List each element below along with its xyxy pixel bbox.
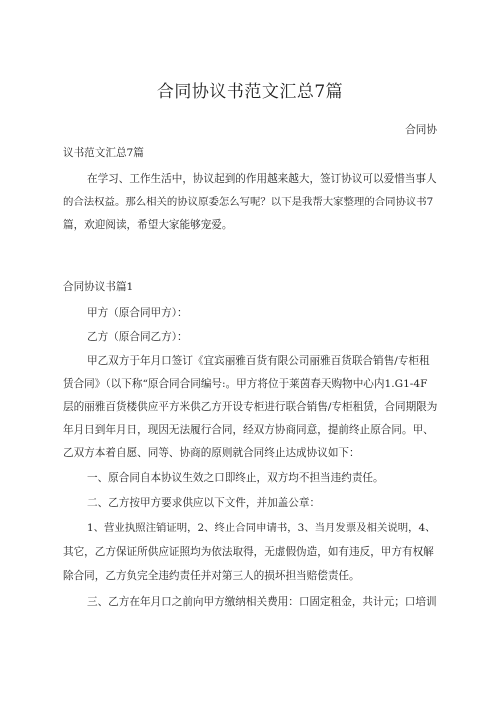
item-3-line: 三、乙方在年月口之前向甲方缴纳相关费用：口固定租金，共计元；口培训 <box>87 596 437 608</box>
body-line-2: 赁合同》（以下称“原合同合同编号:。甲方将位于莱茵春天购物中心内1.G1-4F <box>63 378 428 390</box>
body-line-3: 层的丽雅百货楼供应平方米供乙方开设专柜进行联合销售/专柜租赁，合同期限为 <box>63 401 438 413</box>
document-title: 合同协议书范文汇总7篇 <box>156 82 344 102</box>
intro-line-1: 在学习、工作生活中，协议起到的作用越来越大，签订协议可以爱惜当事人 <box>87 173 437 185</box>
intro-line-2: 的合法权益。那么相关的协议原委怎么写呢？以下是我帮大家整理的合同协议书7 <box>63 196 434 208</box>
item-2-line: 二、乙方按甲方要求供应以下文件，并加盖公章： <box>87 497 321 509</box>
item-2-detail-line-3: 除合同，乙方负完全违约责任并对第三人的损坏担当赔偿责任。 <box>63 570 360 582</box>
item-1-line: 一、原合同自本协议生效之口即终止，双方均不担当违约责任。 <box>87 472 384 484</box>
body-line-5: 乙双方本着自愿、同等、协商的原则就合同终止达成协议如下： <box>63 447 360 459</box>
item-2-detail-line-1: 1、营业执照注销证明，2、终止合同申请书，3、当月发票及相关说明，4、 <box>87 522 436 534</box>
item-2-detail-line-2: 其它，乙方保证所供应证照均为依法取得，无虚假伪造，如有违反，甲方有权解 <box>63 546 434 558</box>
body-line-1: 甲乙双方于年月口签订《宜宾丽雅百货有限公司丽雅百货联合销售/专柜租 <box>87 355 430 367</box>
section-title: 合同协议书篇1 <box>63 281 134 293</box>
header-fragment-right: 合同协 <box>405 124 437 136</box>
party-a-line: 甲方（原合同甲方）： <box>87 307 188 319</box>
party-b-line: 乙方（原合同乙方）： <box>87 331 188 343</box>
header-fragment-continued: 议书范文汇总7篇 <box>63 147 144 159</box>
intro-line-3: 篇，欢迎阅读，希望大家能够宠爱。 <box>63 219 233 231</box>
body-line-4: 年月日到年月日，现因无法履行合同，经双方协商同意，提前终止原合同。甲、 <box>63 424 434 436</box>
